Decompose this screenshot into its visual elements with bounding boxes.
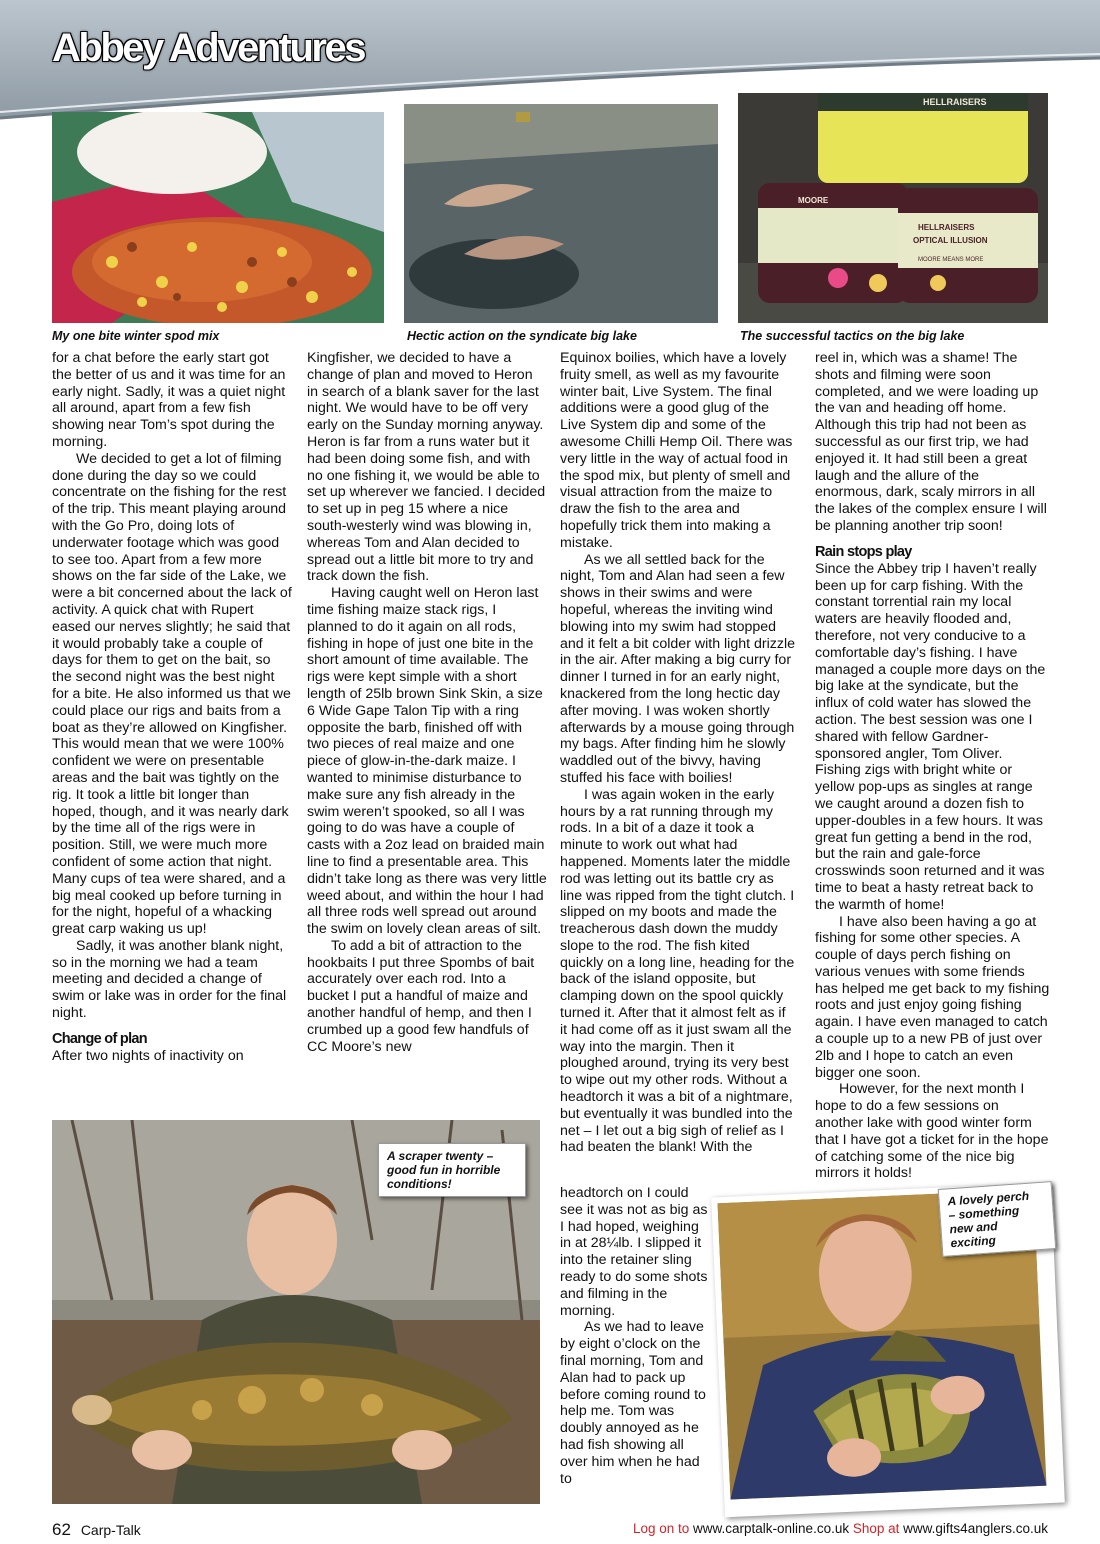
footer-left: [52, 1520, 141, 1540]
scraper-twenty-caption-line: A scraper twenty –: [387, 1149, 494, 1163]
text-column-1: [52, 350, 292, 1065]
shop-label: Shop at: [852, 1521, 900, 1536]
col3-paragraph: As we all settled back for the night, Tom and Alan had seen a few shows in their swims and were hopeful, whereas the inviting wind blowing into my swim had stopped and it felt a bit colder with light drizzle in the air. After making a big curry for dinner I turned in for an early night, knackered from the long hectic day after moving. I was woken shortly afterwards by a mouse going through my bags. After finding him he slowly waddled out of the bivvy, having stuffed his face with boilies!: [560, 551, 795, 786]
hectic-action-caption: Hectic action on the syndicate big lake: [407, 329, 637, 343]
subheading-rain-stops-play: Rain stops play: [815, 543, 912, 560]
col1-paragraph: Sadly, it was another blank night, so in the morning we had a team meeting and decided a change of swim or lake was in order for the final night.: [52, 937, 287, 1022]
jar-label-tagline: MOORE MEANS MORE: [918, 257, 984, 263]
spod-mix-photo: [52, 112, 384, 323]
perch-caption-line: exciting: [950, 1233, 997, 1251]
scraper-twenty-caption-line: conditions!: [387, 1177, 452, 1191]
col3-paragraph: As we had to leave by eight o’clock on the final morning, Tom and Alan had to pack up before coming round to help me. Tom was doubly annoyed as he had fish showing all over him when he had to: [560, 1319, 706, 1487]
jar-label-product2: OPTICAL ILLUSION: [913, 236, 988, 245]
syndicate-lake-photo: [404, 104, 718, 323]
subheading-change-of-plan: Change of plan: [52, 1030, 147, 1047]
col1-paragraph: We decided to get a lot of filming done during the day so we could concentrate on the fishing for the rest of the trip. This meant playing around with the Go Pro, doing lots of underwater footage which was good to see too. Apart from a few more shows on the far side of the Lake, we were a bit concerned about the lack of activity. A quick chat with Rupert eased our nerves slightly; he said that it would probably take a couple of days for them to get on the bait, so the second night was the best night for a bite. He also informed us that we could place our rigs and baits from a boat as they’re allowed on Kingfisher. This would mean that we were 100% confident we were on presentable areas and the bait was tightly on the rig. It took a little bit longer than hoped, though, and it was nearly dark by the time all of the rigs were in position. Still, we were much more confident of some action that night. Many cups of tea were shared, and a big meal cooked up before turning in for the night, hopeful of a whacking great carp waking us up!: [52, 450, 292, 938]
perch-caption-line: – something: [948, 1203, 1020, 1223]
text-column-3-narrow: [560, 1185, 712, 1487]
col4-paragraph: Since the Abbey trip I haven’t really been up for carp fishing. With the constant torrential rain my local waters are heavily flooded and, therefore, not very conducive to a comfortable day’s fishing. I have managed a couple more days on the big lake at the syndicate, but the influx of cold water has slowed the action. The best session was one I shared with fellow Gardner-sponsored angler, Tom Oliver. Fishing zigs with bright white or yellow pop-ups as singles at range we caught around a dozen fish to upper-doubles in a few hours. It was great fun getting a bend in the rod, but the rain and gale-force crosswinds soon returned and it was time to beat a hasty retreat back to the warmth of home!: [815, 560, 1046, 913]
col3-paragraph: Equinox boilies, which have a lovely fruity smell, as well as my favourite winter bait, Live System. The final additions were a good glug of the Live System dip and some of the awesome Chilli Hemp Oil. There was very little in the way of actual food in the spod mix, but plenty of smell and visual attraction from the maize to draw the fish to the area and hopefully trick them into making a mistake.: [560, 350, 793, 551]
scraper-twenty-caption-line: good fun in horrible: [387, 1163, 501, 1177]
page-number: 62: [52, 1520, 71, 1539]
footer-right: [633, 1521, 1048, 1536]
col1-paragraph: After two nights of inactivity on: [52, 1047, 244, 1064]
jar-label-product1-top: HELLRAISERS: [923, 97, 987, 107]
successful-tactics-caption: The successful tactics on the big lake: [740, 329, 965, 343]
perch-caption-line: A lovely perch: [947, 1188, 1030, 1209]
gifts4anglers-link[interactable]: www.gifts4anglers.co.uk: [903, 1521, 1048, 1536]
col1-paragraph: for a chat before the early start got the better of us and it was time for an early night. Sadly, it was a quiet night all around, apart from a few fish showing near Tom’s spot during the morning.: [52, 350, 286, 450]
text-column-4: [815, 350, 1050, 1182]
scraper-twenty-callout: [378, 1143, 526, 1197]
jar-label-brand: MOORE: [798, 196, 829, 205]
col4-paragraph: I have also been having a go at fishing for some other species. A couple of days perch fishing on various venues with some friends has helped me get back to my fishing roots and just enjoy going fishing again. I have even managed to catch a couple up to a new PB of just over 2lb and I hope to catch an even bigger one soon.: [815, 913, 1050, 1081]
magazine-name: Carp-Talk: [80, 1522, 141, 1538]
perch-callout: [938, 1181, 1056, 1257]
tactics-jars-photo: [738, 93, 1048, 323]
logon-label: Log on to: [632, 1521, 690, 1536]
col2-paragraph: To add a bit of attraction to the hookbaits I put three Spombs of bait accurately over each rod. Into a bucket I put a handful of maize and another handful of hemp, and then I crumbed up a good few handfuls of CC Moore’s new: [307, 937, 535, 1055]
col2-paragraph: Having caught well on Heron last time fishing maize stack rigs, I planned to do it again on all rods, fishing in hope of just one bite in the short amount of time available. The rigs were kept simple with a short length of 25lb brown Sink Skin, a size 6 Wide Gape Talon Tip with a ring opposite the barb, finished off with two pieces of real maize and one piece of glow-in-the-dark maize. I wanted to minimise disturbance to make sure any fish already in the swim weren’t spooked, so all I was going to do was have a couple of casts with a 2oz lead on braided main line to find a presentable area. This didn’t take long as there was very little weed about, and within the hour I had all three rods well spread out around the swim on lovely clean areas of silt.: [307, 585, 547, 938]
text-column-2: [307, 350, 547, 1055]
text-column-3: [560, 350, 796, 1156]
col4-paragraph: reel in, which was a shame! The shots and filming were soon completed, and we were loading up the van and heading off home. Although this trip had not been as successful as our first trip, we had enjoyed it. It had still been a great laugh and the allure of the enormous, dark, scaly mirrors in all the lakes of the complex ensure I will be planning another trip soon!: [815, 350, 1047, 534]
jar-label-product1: HELLRAISERS: [918, 223, 975, 232]
perch-caption-line: new and: [949, 1218, 998, 1237]
col3-paragraph: headtorch on I could see it was not as big as I had hoped, weighing in at 28¼lb. I slipped it into the retainer sling ready to do some shots and filming in the morning.: [560, 1185, 708, 1319]
page-title: Abbey Adventures: [52, 26, 364, 70]
col3-paragraph: I was again woken in the early hours by a rat running through my rods. In a bit of a daze it took a minute to work out what had happened. Moments later the middle rod was letting out its battle cry as line was ripped from the tight clutch. I slipped on my boots and made the treacherous dash down the muddy slope to the rod. The fish kited quickly on a long line, heading for the back of the island opposite, but clamping down on the spool quickly turned it. After that it almost felt as if it had come off as it just swam all the way into the margin. Then it ploughed around, trying its very best to wipe out my other rods. Without a headtorch it was a bit of a nightmare, but eventually it was bundled into the net – I let out a big sigh of relief as I had beaten the blank! With the: [560, 786, 795, 1156]
col2-paragraph: Kingfisher, we decided to have a change of plan and moved to Heron in search of a blank saver for the last night. We would have to be off very early on the Sunday morning anyway. Heron is far from a runs water but it had been doing some fish, and with no one fishing it, we would be able to set up wherever we fancied. I decided to set up in peg 15 where a nice south-westerly wind was blowing in, whereas Tom and Alan decided to spread out a little bit more to try and track down the fish.: [307, 350, 546, 585]
carptalk-link[interactable]: www.carptalk-online.co.uk: [693, 1521, 850, 1536]
col4-paragraph: However, for the next month I hope to do a few sessions on another lake with good winter form that I have got a ticket for in the hope of catching some of the nice big mirrors it holds!: [815, 1081, 1049, 1182]
spod-mix-caption: My one bite winter spod mix: [52, 329, 220, 343]
